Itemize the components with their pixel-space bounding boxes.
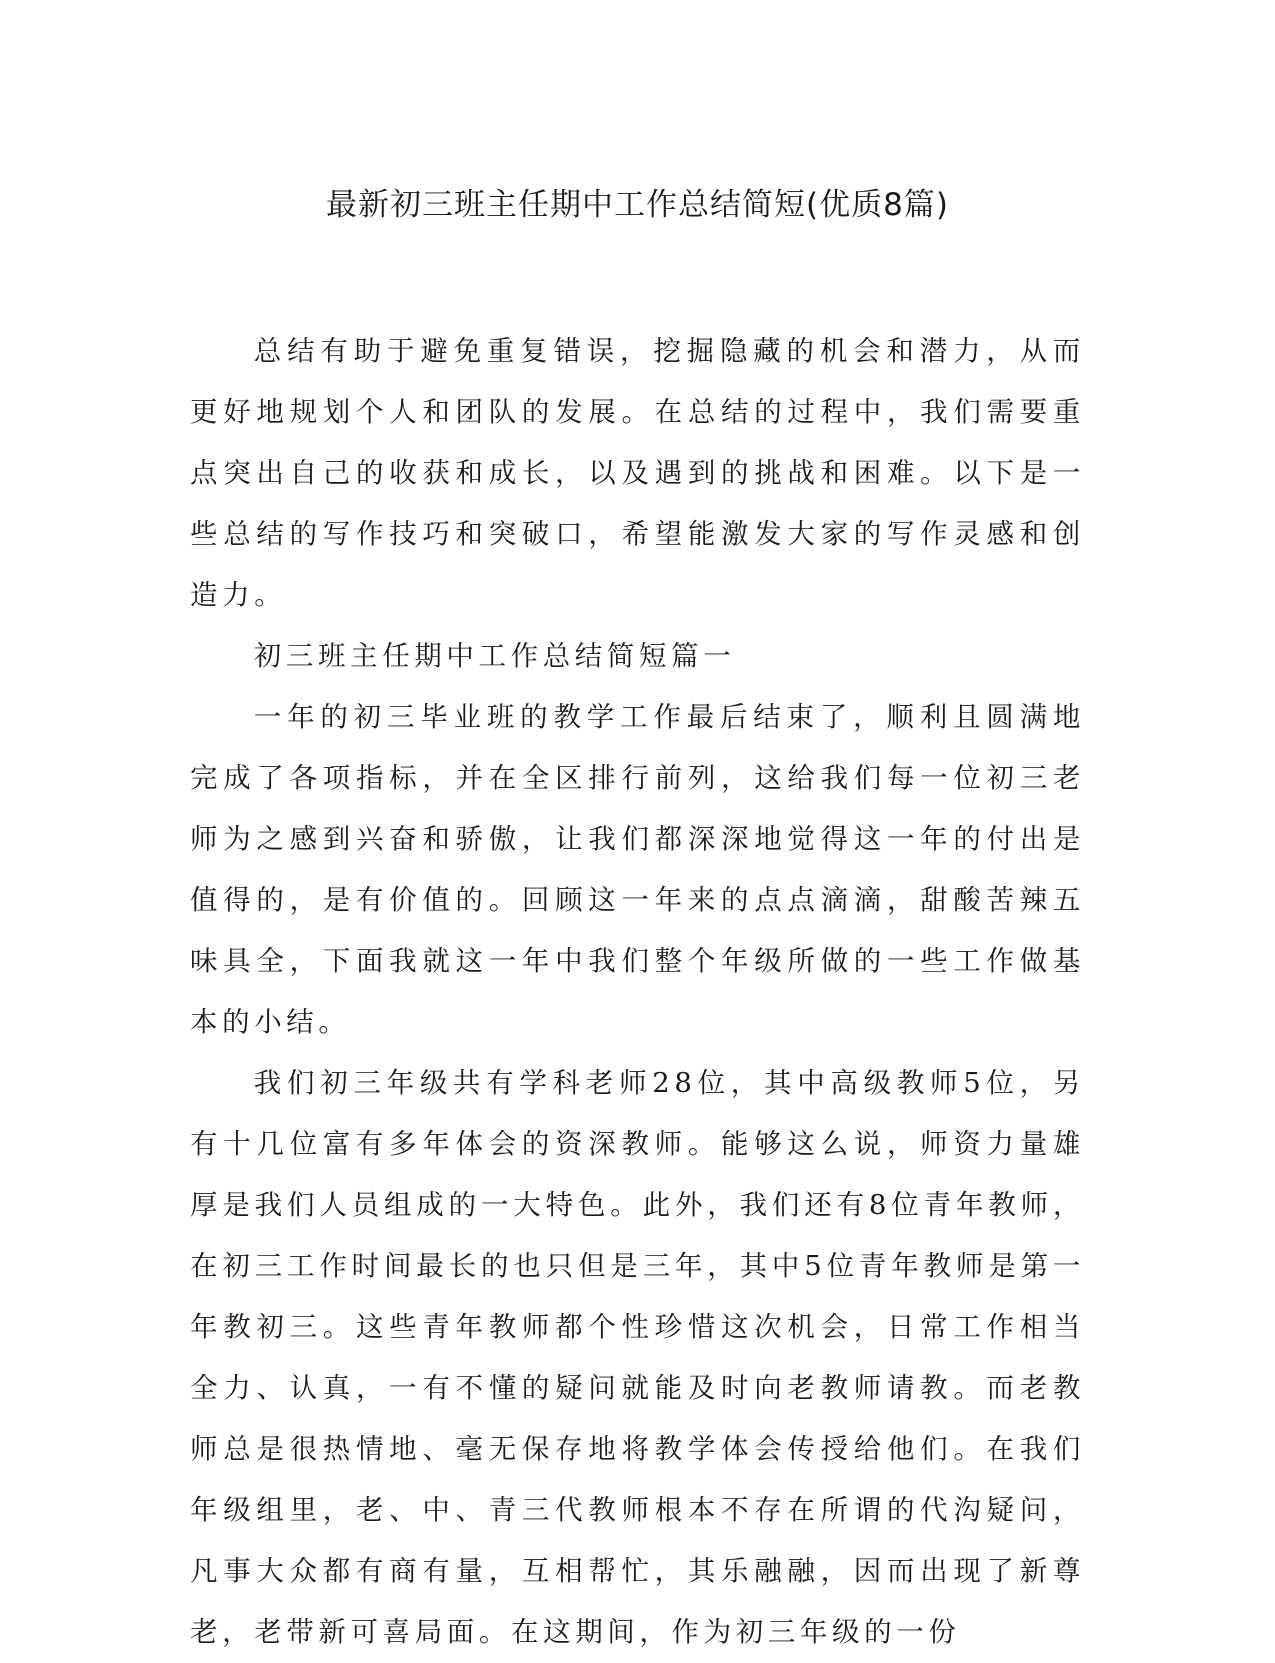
body-paragraph: 一年的初三毕业班的教学工作最后结束了，顺利且圆满地完成了各项指标，并在全区排行前列，这给我们每一位初三老师为之感到兴奋和骄傲，让我们都深深地觉得这一年的付出是值得的，是有价值的。回顾这一年来的点点滴滴，甜酸苦辣五味具全，下面我就这一年中我们整个年级所做的一些工作做基本的小结。 bbox=[190, 701, 1085, 1038]
intro-paragraph: 总结有助于避免重复错误，挖掘隐藏的机会和潜力，从而更好地规划个人和团队的发展。在总结的过程中，我们需要重点突出自己的收获和成长，以及遇到的挑战和困难。以下是一些总结的写作技巧和突破口，希望能激发大家的写作灵感和创造力。 bbox=[190, 335, 1085, 611]
document-body bbox=[190, 321, 1085, 1663]
document-title: 最新初三班主任期中工作总结简短(优质8篇) bbox=[326, 187, 949, 223]
body-paragraph: 我们初三年级共有学科老师28位，其中高级教师5位，另有十几位富有多年体会的资深教师。能够这么说，师资力量雄厚是我们人员组成的一大特色。此外，我们还有8位青年教师，在初三工作时间最长的也只但是三年，其中5位青年教师是第一年教初三。这些青年教师都个性珍惜这次机会，日常工作相当全力、认真，一有不懂的疑问就能及时向老教师请教。而老教师总是很热情地、毫无保存地将教学体会传授给他们。在我们年级组里，老、中、青三代教师根本不存在所谓的代沟疑问，凡事大众都有商有量，互相帮忙，其乐融融，因而出现了新尊老，老带新可喜局面。在这期间，作为初三年级的一份 bbox=[190, 1067, 1085, 1648]
section-heading: 初三班主任期中工作总结简短篇一 bbox=[253, 640, 736, 672]
